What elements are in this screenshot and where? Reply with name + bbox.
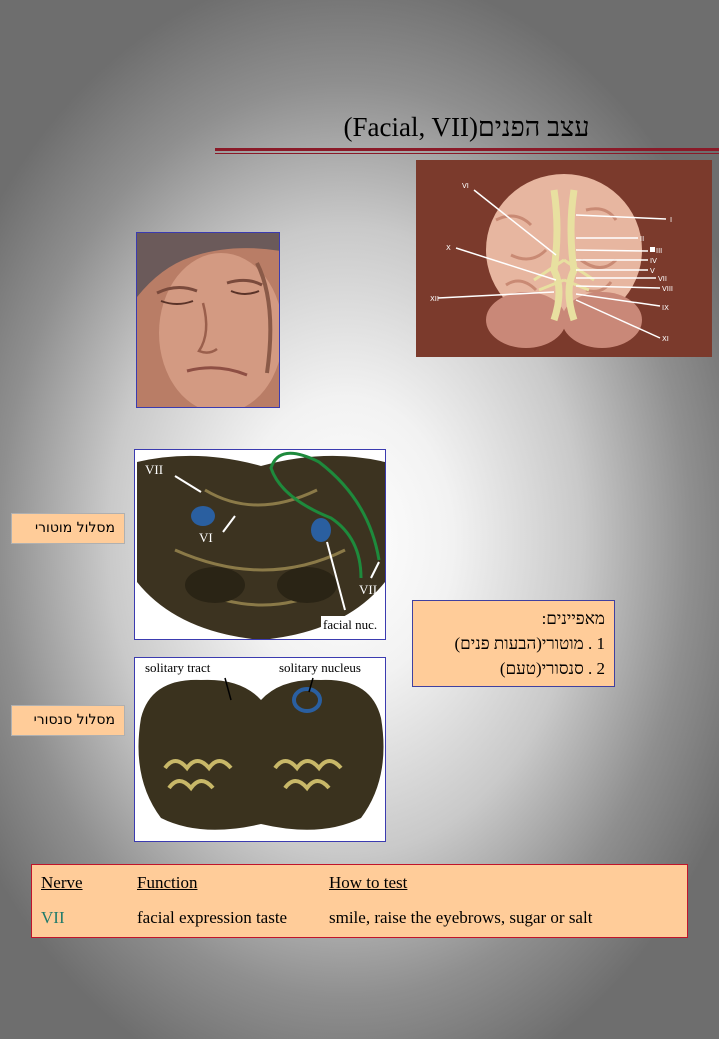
cell-test: smile, raise the eyebrows, sugar or salt bbox=[329, 908, 593, 927]
cell-nerve: VII bbox=[41, 908, 65, 927]
brain-label: XI bbox=[662, 335, 669, 343]
motor-path-label: מסלול מוטורי bbox=[11, 513, 125, 544]
brain-label: VIII bbox=[662, 285, 673, 293]
brain-label: V bbox=[650, 267, 655, 275]
feature-item: 2 . סנסורי(טעם) bbox=[499, 659, 605, 678]
brain-label: IX bbox=[662, 304, 669, 312]
cell-function: facial expression taste bbox=[137, 908, 288, 927]
features-box bbox=[412, 600, 615, 687]
brain-label: X bbox=[446, 244, 451, 252]
motor-label-vii-top: VII bbox=[145, 462, 164, 477]
sensory-label-solitary-tract: solitary tract bbox=[145, 660, 211, 675]
motor-label-facial-nuc: facial nuc. bbox=[323, 617, 378, 632]
sensory-path-label: מסלול סנסורי bbox=[11, 705, 125, 736]
brain-label: II bbox=[640, 235, 645, 243]
header-how-to-test: How to test bbox=[329, 873, 408, 892]
page-title: עצב הפנים(Facial, VII) bbox=[343, 112, 590, 142]
nerve-table bbox=[31, 864, 688, 938]
sensory-pathway-brainstem-section bbox=[134, 657, 386, 842]
brain-label: XII bbox=[430, 295, 439, 303]
header-function: Function bbox=[137, 873, 198, 892]
brain-label: I bbox=[670, 216, 673, 224]
motor-pathway-brainstem-section bbox=[134, 449, 386, 640]
brain-label: VI bbox=[462, 182, 469, 190]
features-heading: מאפיינים: bbox=[541, 609, 605, 628]
motor-label-vi: VI bbox=[199, 530, 213, 545]
feature-item: 1 . מוטורי(הבעות פנים) bbox=[454, 634, 605, 653]
header-nerve: Nerve bbox=[41, 873, 83, 892]
brain-label: VII bbox=[658, 275, 667, 283]
sensory-label-solitary-nucleus: solitary nucleus bbox=[279, 660, 361, 675]
title-underline-thin bbox=[215, 153, 719, 154]
brain-label: III bbox=[656, 247, 663, 255]
title-underline bbox=[215, 148, 719, 151]
brain-cranial-nerves-image bbox=[416, 160, 712, 357]
facial-palsy-photo bbox=[136, 232, 280, 408]
brain-label: IV bbox=[650, 257, 657, 265]
motor-label-vii-right: VII bbox=[359, 582, 378, 597]
